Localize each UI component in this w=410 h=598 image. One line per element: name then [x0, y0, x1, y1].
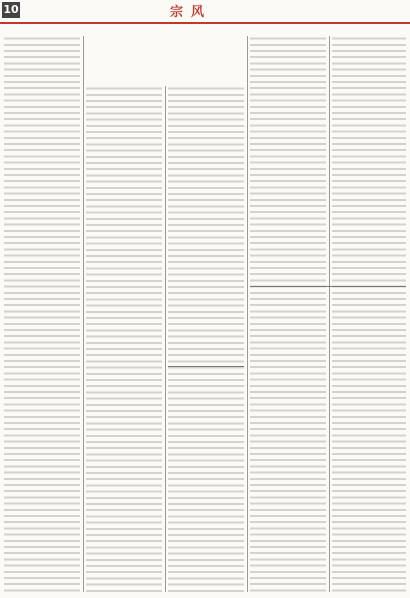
column-3	[168, 86, 244, 592]
text-lines	[4, 36, 80, 592]
column-rule	[247, 36, 248, 592]
text-lines	[86, 86, 162, 592]
column-2	[86, 86, 162, 592]
column-rule	[329, 36, 330, 592]
section-rule	[250, 286, 406, 287]
text-lines	[250, 36, 326, 592]
page-number: 10	[3, 3, 19, 16]
section-rule	[168, 366, 244, 367]
article-columns	[4, 36, 406, 596]
masthead	[0, 0, 410, 24]
column-rule	[83, 36, 84, 592]
column-4	[250, 36, 326, 592]
feature-headline-block	[86, 42, 246, 82]
column-1	[4, 36, 80, 592]
text-lines	[332, 36, 406, 592]
column-5	[332, 36, 406, 592]
section-name: 宗风	[170, 5, 213, 20]
text-lines	[168, 86, 244, 592]
column-rule	[165, 86, 166, 592]
